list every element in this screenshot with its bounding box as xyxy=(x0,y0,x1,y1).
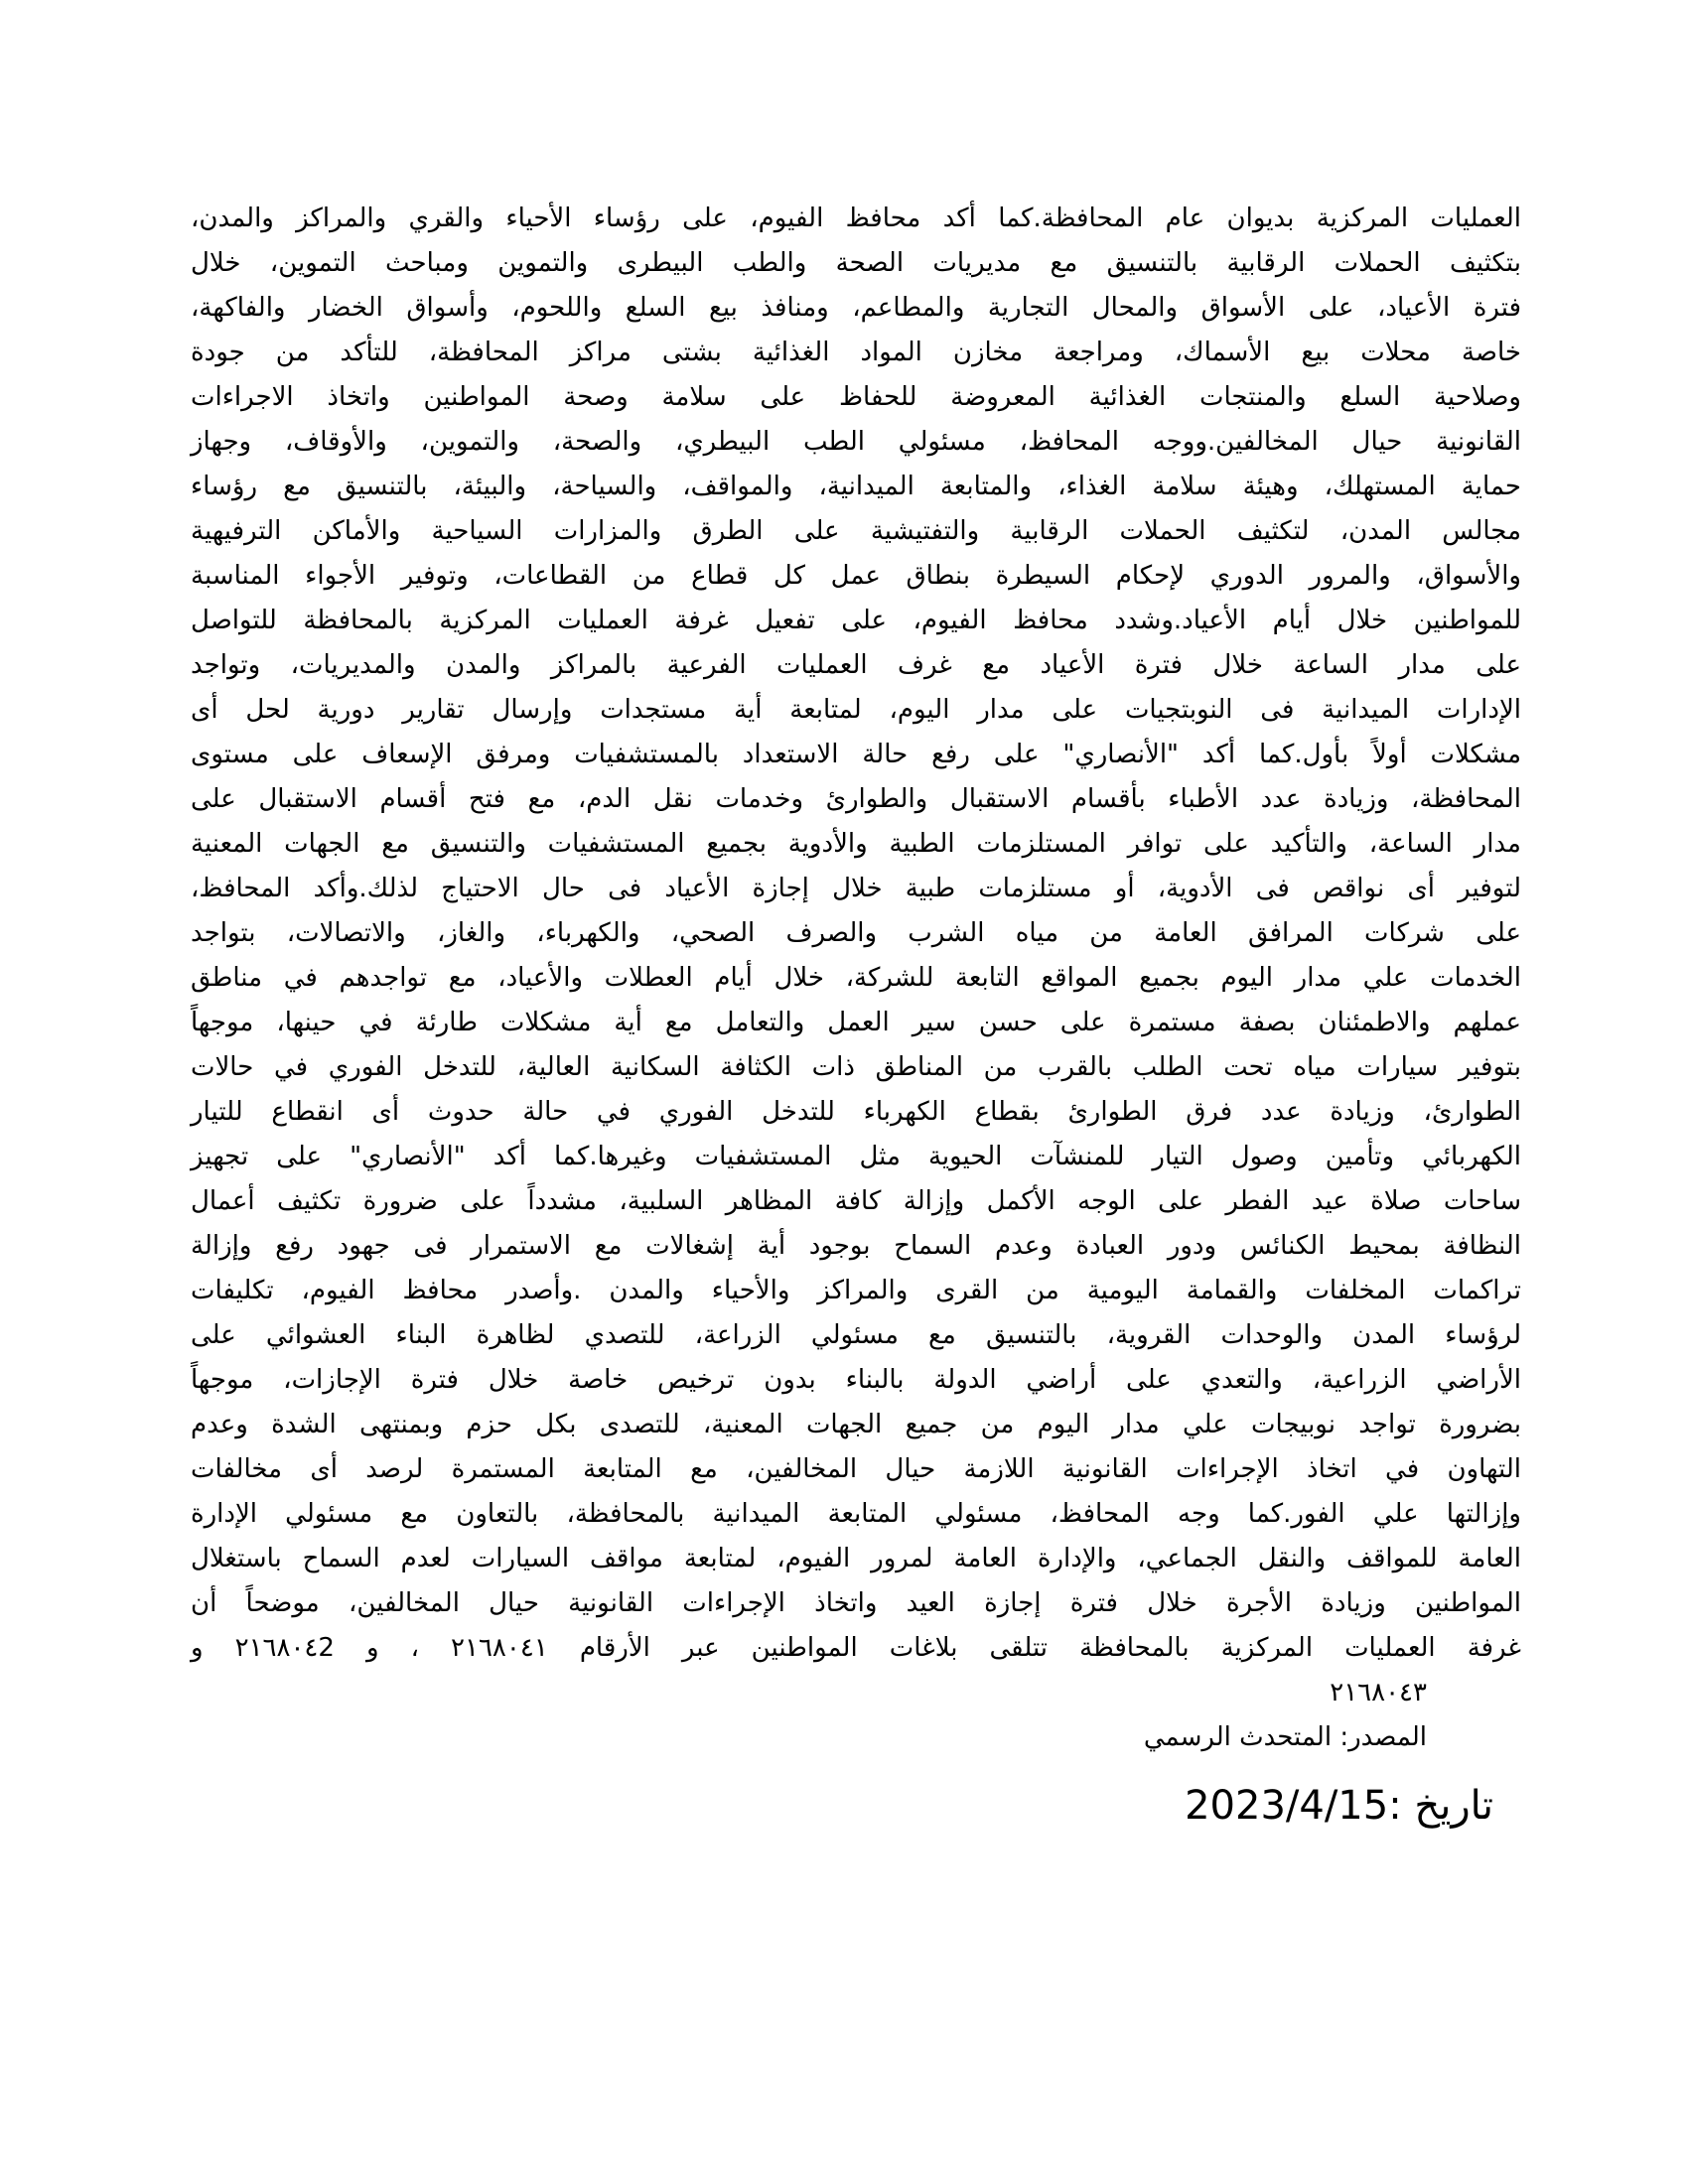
phone-number-line: ٢١٦٨٠٤٣ xyxy=(1330,1678,1427,1707)
text-line: الإدارات الميدانية فى النوبتجيات على مدار اليوم، لمتابعة أية مستجدات وإرسال تقارير دورية لحل أى xyxy=(191,695,1521,725)
text-line: النظافة بمحيط الكنائس ودور العبادة وعدم السماح بوجود أية إشغالات مع الاستمرار فى جهود رفع وإزالة xyxy=(191,1231,1521,1261)
source-line: المصدر: المتحدث الرسمي xyxy=(1143,1722,1427,1752)
text-line: وصلاحية السلع والمنتجات الغذائية المعروضة للحفاظ على سلامة وصحة المواطنين واتخاذ الاجراءات xyxy=(191,382,1521,412)
text-line: لرؤساء المدن والوحدات القروية، بالتنسيق مع مسئولي الزراعة، للتصدي لظاهرة البناء العشوائي على xyxy=(191,1320,1521,1350)
text-line: للمواطنين خلال أيام الأعياد.وشدد محافظ الفيوم، على تفعيل غرفة العمليات المركزية بالمحافظة للتواصل xyxy=(191,606,1521,635)
text-line: مدار الساعة، والتأكيد على توافر المستلزمات الطبية والأدوية بجميع المستشفيات والتنسيق مع الجهات المعنية xyxy=(191,829,1521,859)
text-line: الخدمات علي مدار اليوم بجميع المواقع التابعة للشركة، خلال أيام العطلات والأعياد، مع تواجدهم في مناطق xyxy=(191,963,1521,993)
text-line: بضرورة تواجد نوبيجات علي مدار اليوم من جميع الجهات المعنية، للتصدى بكل حزم وبمنتهى الشدة وعدم xyxy=(191,1410,1521,1439)
text-line: والأسواق، والمرور الدوري لإحكام السيطرة بنطاق عمل كل قطاع من القطاعات، وتوفير الأجواء المناسبة xyxy=(191,561,1521,591)
text-line: فترة الأعياد، على الأسواق والمحال التجارية والمطاعم، ومنافذ بيع السلع واللحوم، وأسواق الخضار والفاكهة، xyxy=(191,293,1521,323)
text-line: تراكمات المخلفات والقمامة اليومية من القرى والمراكز والأحياء والمدن .وأصدر محافظ الفيوم، تكليفات xyxy=(191,1276,1521,1305)
date-line: تاريخ :2023/4/15 xyxy=(1185,1783,1493,1829)
text-line: الطوارئ، وزيادة عدد فرق الطوارئ بقطاع الكهرباء للتدخل الفوري في حالة حدوث أى انقطاع للتيار xyxy=(191,1097,1521,1127)
text-line: العمليات المركزية بديوان عام المحافظة.كما أكد محافظ الفيوم، على رؤساء الأحياء والقري والمراكز والمدن، xyxy=(191,204,1521,233)
text-line: مشكلات أولاً بأول.كما أكد "الأنصاري" على رفع حالة الاستعداد بالمستشفيات ومرفق الإسعاف على مستوى xyxy=(191,740,1521,769)
text-line: على شركات المرافق العامة من مياه الشرب والصرف الصحي، والكهرباء، والغاز، والاتصالات، بتواجد xyxy=(191,918,1521,948)
text-line: الكهربائي وتأمين وصول التيار للمنشآت الحيوية مثل المستشفيات وغيرها.كما أكد "الأنصاري" على تجهيز xyxy=(191,1142,1521,1171)
text-line: عملهم والاطمئنان بصفة مستمرة على حسن سير العمل والتعامل مع أية مشكلات طارئة في حينها، موجهاً xyxy=(191,1008,1521,1037)
text-line: بتوفير سيارات مياه تحت الطلب بالقرب من المناطق ذات الكثافة السكانية العالية، للتدخل الفوري في حالات xyxy=(191,1052,1521,1082)
text-line: التهاون في اتخاذ الإجراءات القانونية اللازمة حيال المخالفين، مع المتابعة المستمرة لرصد أى مخالفات xyxy=(191,1454,1521,1484)
text-line: الأراضي الزراعية، والتعدي على أراضي الدولة بالبناء بدون ترخيص خاصة خلال فترة الإجازات، موجهاً xyxy=(191,1365,1521,1395)
text-line: المواطنين وزيادة الأجرة خلال فترة إجازة العيد واتخاذ الإجراءات القانونية حيال المخالفين، موضحاً أن xyxy=(191,1588,1521,1618)
text-line: المحافظة، وزيادة عدد الأطباء بأقسام الاستقبال والطوارئ وخدمات نقل الدم، مع فتح أقسام الاستقبال على xyxy=(191,784,1521,814)
text-line: على مدار الساعة خلال فترة الأعياد مع غرف العمليات الفرعية بالمراكز والمدن والمديريات، وتواجد xyxy=(191,650,1521,680)
text-line: خاصة محلات بيع الأسماك، ومراجعة مخازن المواد الغذائية بشتى مراكز المحافظة، للتأكد من جودة xyxy=(191,338,1521,367)
text-line: مجالس المدن، لتكثيف الحملات الرقابية والتفتيشية على الطرق والمزارات السياحية والأماكن الترفيهية xyxy=(191,516,1521,546)
text-line: ساحات صلاة عيد الفطر على الوجه الأكمل وإزالة كافة المظاهر السلبية، مشدداً على ضرورة تكثيف أعمال xyxy=(191,1186,1521,1216)
text-line: بتكثيف الحملات الرقابية بالتنسيق مع مديريات الصحة والطب البيطرى والتموين ومباحث التموين، خلال xyxy=(191,248,1521,278)
article-paragraph xyxy=(191,197,1521,1671)
text-line: العامة للمواقف والنقل الجماعي، والإدارة العامة لمرور الفيوم، لمتابعة مواقف السيارات لعدم السماح باستغلال xyxy=(191,1544,1521,1573)
text-line: غرفة العمليات المركزية بالمحافظة تتلقى بلاغات المواطنين عبر الأرقام ٢١٦٨٠٤١ ، و ٢١٦٨٠٤2 و xyxy=(191,1633,1521,1663)
article-body xyxy=(191,197,1521,1834)
text-line: حماية المستهلك، وهيئة سلامة الغذاء، والمتابعة الميدانية، والمواقف، والسياحة، والبيئة، بالتنسيق مع رؤساء xyxy=(191,472,1521,501)
text-line: لتوفير أى نواقص فى الأدوية، أو مستلزمات طبية خلال إجازة الأعياد فى حال الاحتياج لذلك.وأكد المحافظ، xyxy=(191,874,1521,903)
text-line: وإزالتها علي الفور.كما وجه المحافظ، مسئولي المتابعة الميدانية بالمحافظة، بالتعاون مع مسئولي الإدارة xyxy=(191,1499,1521,1529)
text-line: القانونية حيال المخالفين.ووجه المحافظ، مسئولي الطب البيطري، والصحة، والتموين، والأوقاف، وجهاز xyxy=(191,427,1521,457)
